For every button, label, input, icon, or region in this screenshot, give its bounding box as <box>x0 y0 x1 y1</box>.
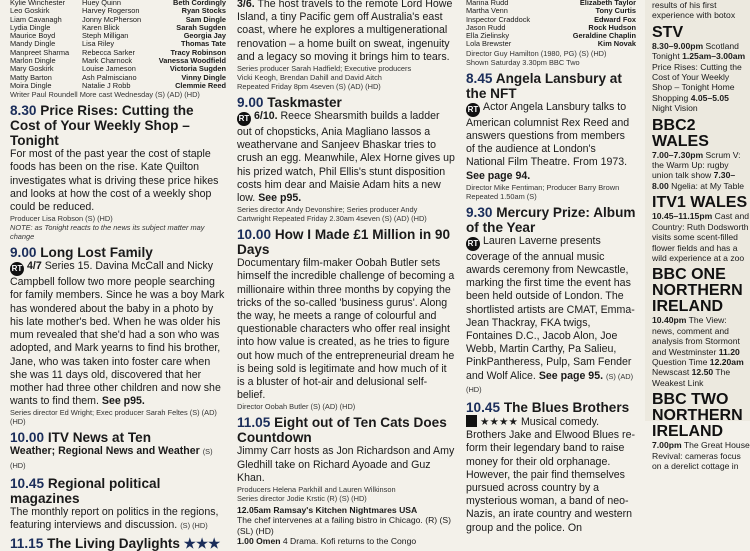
programme-title[interactable]: 10.00 ITV News at Ten <box>10 430 152 446</box>
programme-subtitle: Weather; Regional News and Weather <box>10 445 200 458</box>
cast-cell: Louise Jameson <box>82 64 136 74</box>
cast-cell: Natalie J Robb <box>82 80 131 90</box>
tags: (S) (HD) <box>180 520 208 530</box>
see-page-link[interactable]: See page 95. <box>538 369 604 382</box>
cast-list <box>466 0 636 49</box>
cast-cell: Rebecca Sarker <box>82 47 135 57</box>
programme-entry <box>237 415 455 503</box>
region-heading-bbc-two-ni: BBC TWO NORTHERN IRELAND <box>652 391 743 441</box>
cast-cell: Beth Cordingly <box>173 0 226 7</box>
credit: Director Mike Fentiman; Producer Barry Brown <box>466 182 620 192</box>
time: 1.00 <box>237 536 254 547</box>
cast-cell: Marina Rudd <box>466 0 509 7</box>
programme-title[interactable]: 11.05 Eight out of Ten Cats Does Countdown <box>237 415 447 446</box>
credit: Series director Andy Devonshire; Series producer Andy <box>237 205 418 215</box>
cast-cell: Marlon Dingle <box>10 56 56 66</box>
cast-cell: Maurice Boyd <box>10 31 56 41</box>
cast-cell: Vinny Dingle <box>181 72 226 82</box>
programme-description: The host travels to the remote Lord Howe Island, a tiny Pacific gem off Australia's east coast, where he explores a multigenerational renovation – a home built on sweat, ingenuity and a legacy so moving it brings him to tears. <box>237 0 453 63</box>
credit: Producers Helena Parkhill and Lauren Wilkinson <box>237 485 396 495</box>
tags: (S) (HD) <box>10 447 213 470</box>
programme-title[interactable]: Ramsay's Kitchen Nightmares USA <box>273 505 418 516</box>
programme-description: 4 Drama. Kofi returns to the Congo <box>282 536 417 547</box>
programme-title[interactable]: 10.00 How I Made £1 Million in 90 Days <box>237 227 451 258</box>
programme-title[interactable]: 10.45 Regional political magazines <box>10 475 161 506</box>
star-rating: ★★★ <box>183 536 221 551</box>
programme-description: Actor Angela Lansbury talks to American columnist Rex Reed and answers questions from members of the audience at London's National Film Theatre. From 1973. <box>466 100 630 169</box>
cast-list <box>10 0 226 90</box>
rt-choice-icon: RT <box>466 103 480 117</box>
writer-credit: Writer Paul Roundell More cast Wednesday (S) (AD) (HD) <box>10 90 200 100</box>
cast-cell: Inspector Craddock <box>466 14 531 24</box>
cast-cell: Clemmie Reed <box>175 80 226 90</box>
sidebar-text: results of his first experience with botox <box>652 0 736 21</box>
programme-description: The chef intervenes at a failing bistro in Chicago. (R) (S) (SL) (HD) <box>237 515 451 536</box>
programme-description: Musical comedy. Brothers Jake and Elwood Blues re-form their legendary band to raise money for their old orphanage. However, the pair find themselves pursued across country by a mysterious woman, a band of neo-Nazis, an irate country and western group and the police. On <box>466 416 635 534</box>
region-heading-stv: STV <box>652 23 684 41</box>
programme-entry <box>10 430 226 471</box>
cast-cell: Sam Dingle <box>185 14 226 24</box>
credit: Producer Lisa Robson (S) (HD) <box>10 214 113 224</box>
episode-number: 6/10. <box>254 110 278 123</box>
cast-cell: Jason Rudd <box>466 22 506 32</box>
programme-entry <box>10 245 226 426</box>
credit: Series producer Sarah Hadfield; Executive producers <box>237 64 412 74</box>
cast-cell: Jonny McPherson <box>82 14 142 24</box>
rt-choice-icon: RT <box>237 112 251 126</box>
cast-cell: Manpreet Sharma <box>10 47 70 57</box>
cast-cell: Lydia Dingle <box>10 22 51 32</box>
episode-number: 4/7 <box>27 260 42 273</box>
programme-title[interactable]: 8.45 Angela Lansbury at the NFT <box>466 70 622 101</box>
programme-title[interactable]: 9.30 Mercury Prize: Album of the Year <box>466 204 636 235</box>
cast-cell: Kylie Winchester <box>10 0 66 7</box>
cast-cell: Matty Barton <box>10 72 52 82</box>
listings-column-1 <box>10 0 226 551</box>
rt-choice-icon: RT <box>10 262 24 276</box>
programme-description: For most of the past year the cost of staple foods has been on the rise. Kate Quilton investigates what is driving these price hikes and looks at how the cost of a weekly shop could be reduced. <box>10 148 219 214</box>
programme-description: Series 15. Davina McCall and Nicky Campbell follow two more people searching for family members. Since he was a boy Mark has wondered about the baby in a photo by his late mother's bed. When he was older his mum revealed that she'd had a son who was adopted, and Mark yearns to find his brother, Jane, who was taken into foster care when she was 11 days old, discovered that her mother had three other children and now she wants to find them. <box>10 260 225 408</box>
programme-entry <box>10 476 226 532</box>
see-page-link[interactable]: See p95. <box>101 395 145 408</box>
cast-cell: Sarah Sugden <box>176 22 226 32</box>
cast-cell: Harvey Rogerson <box>82 6 140 16</box>
listings-column-3 <box>466 0 636 534</box>
cast-cell: Leo Goskirk <box>10 6 50 16</box>
cast-cell: Tracy Robinson <box>170 47 226 57</box>
cast-cell: Thomas Tate <box>180 39 226 49</box>
see-page-link[interactable]: See page 94. <box>466 169 531 182</box>
credit: Cartwright Repeated Friday 2.30am 4seven (S) (AD) (HD) <box>237 214 427 224</box>
region-heading-itv1-wales: ITV1 WALES <box>652 194 748 212</box>
film-icon <box>466 415 477 427</box>
credit: Repeated 1.50am (S) <box>466 191 537 201</box>
programme-description: Reece Shearsmith builds a ladder out of chopsticks, Ania Magliano lassos a weathervane and Sanjeev Bhaskar tries to crush an egg. Meanwhile, Alex Horne gives up his prized watch, Phil Ellis's stunt disposition costs him dear and Maisie Adam hits a new low. <box>237 110 455 205</box>
cast-cell: Georgia Jay <box>183 31 226 41</box>
programme-title[interactable]: Omen <box>256 536 281 547</box>
programme-entry <box>237 505 455 547</box>
cast-cell: Huey Quinn <box>82 0 122 7</box>
programme-entry <box>10 103 226 241</box>
note: NOTE: as Tonight reacts to the news its subject matter may change <box>10 223 205 242</box>
region-heading-bbc2-wales: BBC2 WALES <box>652 116 709 150</box>
rt-choice-icon: RT <box>466 237 480 251</box>
programme-title[interactable]: 8.30 Price Rises: Cutting the Cost of Your Weekly Shop – Tonight <box>10 103 194 149</box>
credit: Director Guy Hamilton (1980, PG) (S) (HD) <box>466 48 607 58</box>
cast-cell: Lisa Riley <box>82 39 115 49</box>
programme-title[interactable]: 10.45 The Blues Brothers <box>466 400 630 416</box>
cast-cell: Liam Cavanagh <box>10 14 62 24</box>
cast-cell: Mark Charnock <box>82 56 133 66</box>
programme-entry <box>466 205 636 396</box>
cast-cell: Ash Palmisciano <box>82 72 137 82</box>
cast-cell: Karen Blick <box>82 22 120 32</box>
star-rating: ★★★★ <box>480 416 518 429</box>
cast-cell: Tony Curtis <box>595 6 636 16</box>
cast-cell: Steph Milligan <box>82 31 129 41</box>
cast-cell: Geraldine Chaplin <box>572 31 636 41</box>
episode-number: 3/6. <box>237 0 255 10</box>
credit: Series director Jodie Krstic (R) (S) (HD) <box>237 494 367 504</box>
cast-cell: Martha Venn <box>466 6 508 16</box>
programme-entry <box>237 227 455 411</box>
credit: Vicki Keogh, Brendan Dahill and David Aitch <box>237 73 382 83</box>
credit: Repeated Friday 8pm 4seven (S) (AD) (HD) <box>237 82 381 92</box>
credit: Director Oobah Butler (S) (AD) (HD) <box>237 402 356 412</box>
credit: Shown Saturday 3.30pm BBC Two <box>466 57 580 67</box>
programme-entry <box>10 536 226 551</box>
cast-cell: Moira Dingle <box>10 80 52 90</box>
listings-column-2 <box>237 0 455 547</box>
programme-title[interactable]: 9.00 Long Lost Family <box>10 245 153 261</box>
programme-description: Jimmy Carr hosts as Jon Richardson and Amy Gledhill take on Richard Ayoade and Guz Khan. <box>237 445 455 484</box>
time: 12.05am <box>237 505 271 516</box>
cast-cell: Kim Novak <box>597 39 636 49</box>
cast-cell: Ella Zielinsky <box>466 31 510 41</box>
cast-cell: Elizabeth Taylor <box>579 0 636 7</box>
programme-description: The monthly report on politics in the regions, featuring interviews and discussion. <box>10 505 219 531</box>
cast-cell: Victoria Sugden <box>169 64 226 74</box>
programme-title[interactable]: 11.15 The Living Daylights ★★★ <box>10 536 221 551</box>
cast-cell: Rock Hudson <box>588 22 636 32</box>
cast-cell: Mary Goskirk <box>10 64 54 74</box>
programme-entry <box>466 400 636 535</box>
programme-description: Lauren Laverne presents coverage of the annual music awards ceremony from Newcastle, marking the first time the event has been held outside of London. The shortlisted artists are CMAT, Emma-Jean Thackray, FKA twigs, Fontaines D.C., Jacob Alon, Joe Webb, Martin Carthy, Pa Salieu, PinkPantheress, Pulp, Sam Fender and Wolf Alice. <box>466 234 635 382</box>
cast-cell: Lola Brewster <box>466 39 512 49</box>
programme-title[interactable]: 9.00 Taskmaster <box>237 95 342 111</box>
programme-description: Documentary film-maker Oobah Butler sets himself the incredible challenge of becoming a millionaire within three months by copying the tricks of the so-called 'business gurus'. Along the way, he meets a range of colourful and questionable characters who offer real insight into how value is created, as he tries to figure out how much of the entrepreneurial dream he is being sold is legitimate and how much of it is a bluster of hot-air and delusional self-belief. <box>237 257 455 402</box>
region-heading-bbc-one-ni: BBC ONE NORTHERN IRELAND <box>652 266 743 316</box>
see-page-link[interactable]: See p95. <box>258 192 302 205</box>
cast-cell: Ryan Stocks <box>181 6 226 16</box>
programme-entry <box>237 95 455 223</box>
credit: Series director Ed Wright; Exec producer Sarah Feltes (S) (AD) (HD) <box>10 408 217 427</box>
cast-cell: Mandy Dingle <box>10 39 56 49</box>
tags: (S) (AD) (HD) <box>466 371 634 394</box>
cast-cell: Vanessa Woodfield <box>158 56 226 66</box>
regional-sidebar: results of his first experience with botox STV 8.30–9.00pm Scotland Tonight 1.25am–3.00am Price Rises: Cutting the Cost of Your Weekly Shop – Tonight Home Shopping 4.05–5.05 Night Vision BBC2 WALES 7.00–7.30pm Scrum V: the Warm Up: rugby union talk show 7.30–8.00 Ngelia: at My Table ITV1 WALES 10.45–11.15pm Cast and Country: Ruth Dodsworth visits some scent-filled flower fields and has a wild experience at a zoo BBC ONE NORTHERN IRELAND 10.40pm The View: news, comment and analysis from Stormont and Westminster 11.20 Question Time 12.20am Newscast 12.50 The Weakest Link BBC TWO NORTHERN IRELAND 7.00pm The Great House Revival: cameras focus on a derelict cottage in <box>645 0 750 421</box>
cast-cell: Edward Fox <box>594 14 636 24</box>
programme-entry <box>466 71 636 201</box>
